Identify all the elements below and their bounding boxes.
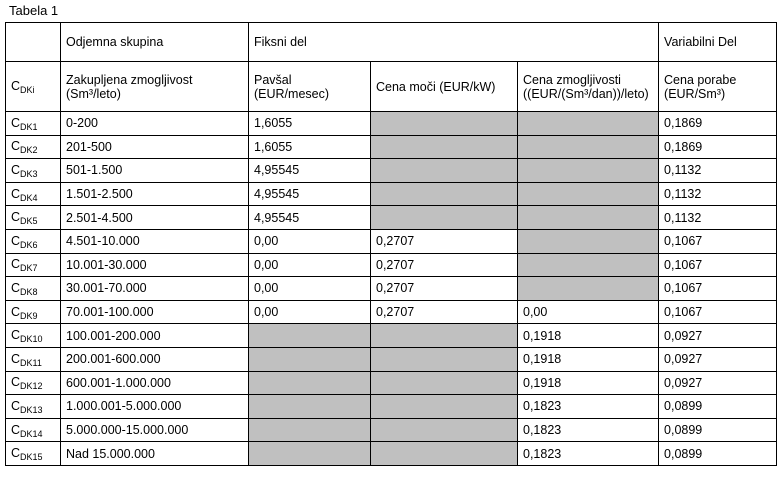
row-pavsal-cell: 1,6055 [249, 112, 371, 136]
row-cena-moci-cell [371, 206, 518, 230]
header-odjemna-skupina: Odjemna skupina [61, 23, 249, 62]
row-cdk-cell [6, 159, 61, 183]
table-row [6, 206, 777, 230]
row-cena-moci-cell [371, 324, 518, 348]
row-cdk-cell [6, 395, 61, 419]
row-cdk-cell [6, 300, 61, 324]
row-cena-porabe-cell: 0,1869 [659, 135, 777, 159]
row-cena-porabe-cell: 0,0927 [659, 347, 777, 371]
row-cena-porabe-cell: 0,0899 [659, 418, 777, 442]
row-cena-moci-cell [371, 347, 518, 371]
table-row [6, 418, 777, 442]
row-cdk-main: C [11, 328, 21, 343]
row-range-cell: 30.001-70.000 [61, 277, 249, 301]
row-pavsal-cell: 0,00 [249, 300, 371, 324]
row-cdk-main: C [11, 422, 21, 437]
row-pavsal-cell [249, 324, 371, 348]
row-cdk-main: C [11, 280, 21, 295]
row-cena-moci-cell [371, 159, 518, 183]
row-cdk-cell [6, 135, 61, 159]
row-cena-zmogljivosti-cell [518, 135, 659, 159]
table-row [6, 182, 777, 206]
header-pavsal: Pavšal (EUR/mesec) [249, 62, 371, 112]
row-cdk-main: C [11, 233, 21, 248]
row-range-cell: 1.000.001-5.000.000 [61, 395, 249, 419]
row-range-cell: 10.001-30.000 [61, 253, 249, 277]
row-cena-porabe-cell: 0,1067 [659, 300, 777, 324]
row-cdk-main: C [11, 398, 21, 413]
row-cena-zmogljivosti-cell [518, 253, 659, 277]
row-range-cell: 4.501-10.000 [61, 229, 249, 253]
row-cena-moci-cell [371, 395, 518, 419]
table-row [6, 347, 777, 371]
row-cena-porabe-cell: 0,0927 [659, 371, 777, 395]
row-pavsal-cell: 4,95545 [249, 182, 371, 206]
row-cdk-main: C [11, 351, 21, 366]
row-cena-porabe-cell: 0,1132 [659, 159, 777, 183]
row-cdk-sub: DK8 [20, 286, 38, 297]
row-cdk-sub: DK6 [20, 239, 38, 250]
row-cena-zmogljivosti-cell: 0,1918 [518, 324, 659, 348]
row-cena-moci-cell: 0,2707 [371, 253, 518, 277]
table-row [6, 229, 777, 253]
row-cdk-cell [6, 347, 61, 371]
row-cena-zmogljivosti-cell [518, 182, 659, 206]
table-row [6, 159, 777, 183]
row-cena-moci-cell [371, 371, 518, 395]
row-cdk-main: C [11, 162, 21, 177]
row-cdk-main: C [11, 186, 21, 201]
row-pavsal-cell [249, 395, 371, 419]
row-cdk-cell [6, 324, 61, 348]
row-cdk-cell [6, 277, 61, 301]
tariff-table [5, 22, 777, 466]
table-row [6, 112, 777, 136]
table-row [6, 253, 777, 277]
row-cena-zmogljivosti-cell [518, 206, 659, 230]
row-cdk-cell [6, 371, 61, 395]
row-cdk-sub: DK7 [20, 263, 38, 274]
row-range-cell: 0-200 [61, 112, 249, 136]
row-pavsal-cell: 0,00 [249, 277, 371, 301]
row-cena-moci-cell [371, 442, 518, 466]
header-cdki [6, 62, 61, 112]
row-cdk-cell [6, 418, 61, 442]
row-cdk-sub: DK13 [20, 404, 43, 415]
row-pavsal-cell: 4,95545 [249, 159, 371, 183]
row-cena-porabe-cell: 0,1132 [659, 182, 777, 206]
row-range-cell: 5.000.000-15.000.000 [61, 418, 249, 442]
row-cena-porabe-cell: 0,1869 [659, 112, 777, 136]
header-cena-zmogljivosti: Cena zmogljivosti ((EUR/(Sm³/dan))/leto) [518, 62, 659, 112]
row-cena-zmogljivosti-cell: 0,1823 [518, 395, 659, 419]
row-cdk-cell [6, 229, 61, 253]
row-cdk-sub: DK5 [20, 216, 38, 227]
row-range-cell: 2.501-4.500 [61, 206, 249, 230]
row-cena-porabe-cell: 0,1067 [659, 277, 777, 301]
row-cdk-main: C [11, 139, 21, 154]
row-cena-moci-cell [371, 135, 518, 159]
row-cena-moci-cell [371, 182, 518, 206]
row-cdk-cell [6, 442, 61, 466]
header-cdki-sub: DKi [20, 85, 35, 95]
table-row [6, 442, 777, 466]
header-fiksni-del: Fiksni del [249, 23, 659, 62]
row-range-cell: 100.001-200.000 [61, 324, 249, 348]
row-cdk-sub: DK4 [20, 192, 38, 203]
row-cena-moci-cell: 0,2707 [371, 229, 518, 253]
row-cdk-sub: DK15 [20, 452, 43, 463]
row-cdk-cell [6, 112, 61, 136]
row-cdk-sub: DK1 [20, 121, 38, 132]
row-cdk-sub: DK11 [20, 357, 42, 368]
row-cena-zmogljivosti-cell [518, 277, 659, 301]
header-zakupljena-zmogljivost: Zakupljena zmogljivost (Sm³/leto) [61, 62, 249, 112]
row-pavsal-cell: 0,00 [249, 253, 371, 277]
table-row [6, 135, 777, 159]
row-range-cell: 600.001-1.000.000 [61, 371, 249, 395]
table-row [6, 371, 777, 395]
row-range-cell: 70.001-100.000 [61, 300, 249, 324]
row-cdk-main: C [11, 210, 21, 225]
row-cena-zmogljivosti-cell: 0,1823 [518, 418, 659, 442]
header-row-columns [6, 62, 777, 112]
row-cdk-main: C [11, 446, 21, 461]
row-cdk-main: C [11, 115, 21, 130]
row-cdk-cell [6, 182, 61, 206]
header-empty-cell [6, 23, 61, 62]
row-pavsal-cell [249, 442, 371, 466]
row-cena-zmogljivosti-cell [518, 112, 659, 136]
row-pavsal-cell: 1,6055 [249, 135, 371, 159]
header-row-groups [6, 23, 777, 62]
row-pavsal-cell [249, 347, 371, 371]
row-cena-porabe-cell: 0,1132 [659, 206, 777, 230]
row-cdk-sub: DK14 [20, 428, 43, 439]
row-cena-zmogljivosti-cell: 0,1918 [518, 371, 659, 395]
row-cena-porabe-cell: 0,0927 [659, 324, 777, 348]
row-range-cell: 501-1.500 [61, 159, 249, 183]
row-cdk-cell [6, 253, 61, 277]
row-cena-zmogljivosti-cell: 0,1918 [518, 347, 659, 371]
row-cdk-main: C [11, 375, 21, 390]
row-cena-zmogljivosti-cell: 0,1823 [518, 442, 659, 466]
row-cdk-sub: DK10 [20, 334, 43, 345]
row-pavsal-cell [249, 371, 371, 395]
row-range-cell: 201-500 [61, 135, 249, 159]
row-cdk-sub: DK9 [20, 310, 38, 321]
table-caption: Tabela 1 [9, 3, 59, 18]
row-range-cell: 1.501-2.500 [61, 182, 249, 206]
table-row [6, 300, 777, 324]
row-cena-zmogljivosti-cell [518, 159, 659, 183]
row-cena-porabe-cell: 0,1067 [659, 253, 777, 277]
row-cena-moci-cell [371, 112, 518, 136]
table-row [6, 324, 777, 348]
header-cena-moci: Cena moči (EUR/kW) [371, 62, 518, 112]
row-cdk-main: C [11, 257, 21, 272]
row-range-cell: Nad 15.000.000 [61, 442, 249, 466]
row-cdk-sub: DK3 [20, 168, 38, 179]
header-cena-porabe: Cena porabe (EUR/Sm³) [659, 62, 777, 112]
row-pavsal-cell [249, 418, 371, 442]
row-cena-moci-cell [371, 418, 518, 442]
row-cena-porabe-cell: 0,0899 [659, 442, 777, 466]
row-cdk-cell [6, 206, 61, 230]
row-cena-porabe-cell: 0,1067 [659, 229, 777, 253]
row-cena-moci-cell: 0,2707 [371, 300, 518, 324]
row-cena-moci-cell: 0,2707 [371, 277, 518, 301]
row-cdk-sub: DK12 [20, 381, 43, 392]
header-variabilni-del: Variabilni Del [659, 23, 777, 62]
row-range-cell: 200.001-600.000 [61, 347, 249, 371]
row-cena-porabe-cell: 0,0899 [659, 395, 777, 419]
header-cdki-main: C [11, 79, 21, 93]
table-row [6, 395, 777, 419]
row-cdk-sub: DK2 [20, 145, 38, 156]
row-pavsal-cell: 4,95545 [249, 206, 371, 230]
row-cdk-main: C [11, 304, 21, 319]
row-pavsal-cell: 0,00 [249, 229, 371, 253]
table-row [6, 277, 777, 301]
row-cena-zmogljivosti-cell [518, 229, 659, 253]
row-cena-zmogljivosti-cell: 0,00 [518, 300, 659, 324]
